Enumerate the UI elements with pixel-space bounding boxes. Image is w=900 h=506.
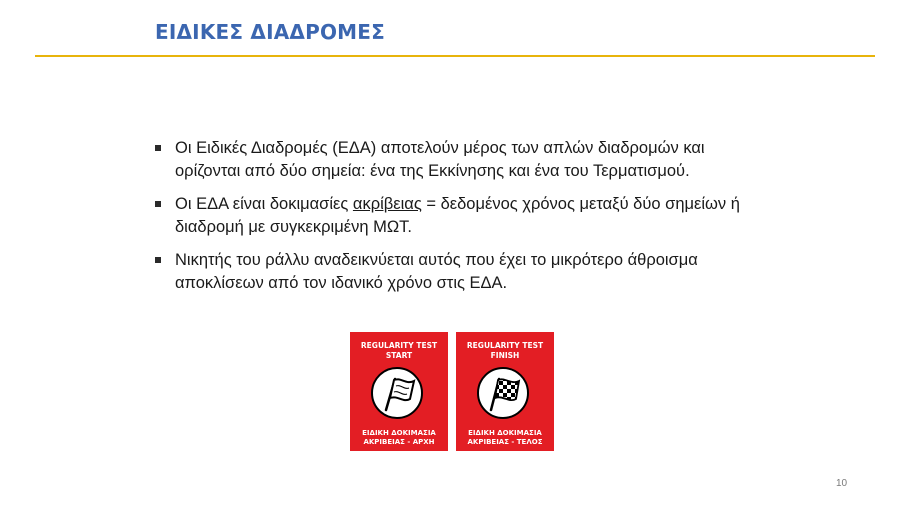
underlined-term: ακρίβειας — [352, 195, 422, 213]
square-bullet-icon — [155, 145, 161, 151]
sign-top-label: START — [385, 351, 413, 360]
bullet-text-line: Οι Ειδικές Διαδρομές (ΕΔΑ) αποτελούν μέρος των απλών διαδρομών και — [175, 139, 705, 157]
bullet-item — [155, 193, 835, 239]
sign-bottom-label: ΕΙΔΙΚΗ ΔΟΚΙΜΑΣΙΑ — [362, 429, 436, 437]
bullet-text-segment: Οι ΕΔΑ είναι δοκιμασίες — [175, 195, 353, 213]
square-bullet-icon — [155, 201, 161, 207]
bullet-text-line: αποκλίσεων από τον ιδανικό χρόνο στις ΕΔΑ. — [175, 274, 508, 292]
bullet-text-segment: = δεδομένος χρόνος μεταξύ δύο σημείων ή — [421, 195, 740, 213]
bullet-list — [155, 137, 835, 305]
checkered-flag-icon — [479, 369, 527, 417]
sign-bottom-label: ΑΚΡΙΒΕΙΑΣ - ΑΡΧΗ — [363, 438, 435, 446]
regularity-test-start-sign — [350, 332, 448, 451]
title-underline-divider — [35, 55, 875, 57]
sign-bottom-label: ΕΙΔΙΚΗ ΔΟΚΙΜΑΣΙΑ — [468, 429, 542, 437]
bullet-text-line: Νικητής του ράλλυ αναδεικνύεται αυτός που έχει το μικρότερο άθροισμα — [175, 251, 698, 269]
sign-top-label: REGULARITY TEST — [466, 341, 544, 350]
bullet-item — [155, 249, 835, 295]
sign-top-label: FINISH — [490, 351, 520, 360]
white-flag-icon — [373, 369, 421, 417]
sign-emblem — [371, 367, 423, 419]
regularity-test-finish-sign — [456, 332, 554, 451]
bullet-item — [155, 137, 835, 183]
bullet-text-line: ορίζονται από δύο σημεία: ένα της Εκκίνησης και ένα του Τερματισμού. — [175, 162, 690, 180]
sign-bottom-label: ΑΚΡΙΒΕΙΑΣ - ΤΕΛΟΣ — [467, 438, 543, 446]
sign-top-label: REGULARITY TEST — [360, 341, 438, 350]
square-bullet-icon — [155, 257, 161, 263]
page-number: 10 — [836, 478, 848, 489]
sign-emblem — [477, 367, 529, 419]
slide-title: ΕΙΔΙΚΕΣ ΔΙΑΔΡΟΜΕΣ — [155, 20, 385, 44]
bullet-text-line: διαδρομή με συγκεκριμένη ΜΩΤ. — [175, 218, 413, 236]
